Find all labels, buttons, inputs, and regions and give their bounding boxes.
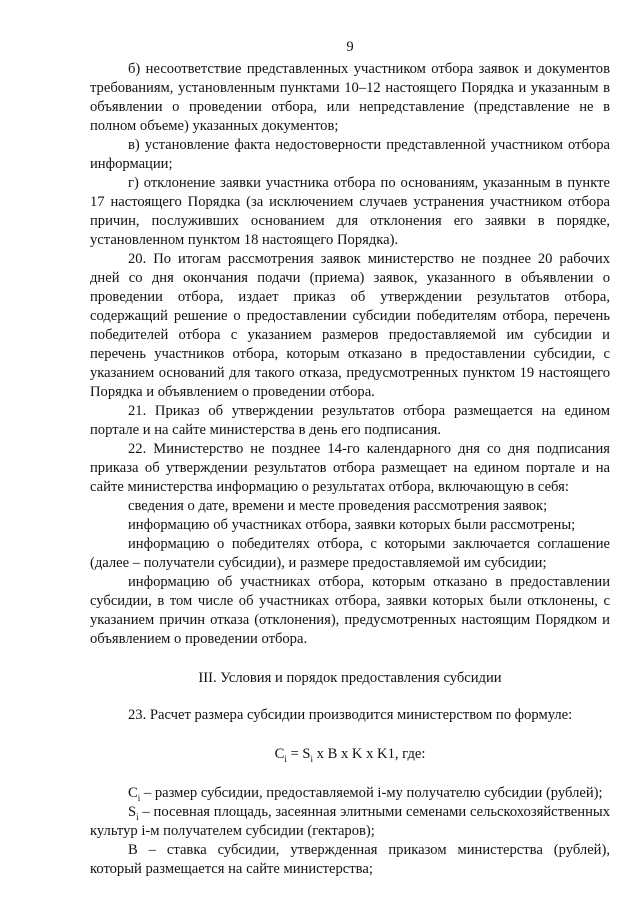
list-item-4: информацию об участниках отбора, которым отказано в предоставлении субсидии, в том числе об участниках отбора, заявки которых были отклонены, с указанием причин отказа (отклонения), предусмотренных настоящим Порядком и объявлением о проведении отбора.	[90, 574, 610, 647]
list-item-1: сведения о дате, времени и месте проведения рассмотрения заявок;	[128, 498, 548, 514]
list-item-3: информацию о победителях отбора, с которыми заключается соглашение (далее – получатели субсидии), и размере предоставляемой им субсидии;	[90, 536, 610, 571]
paragraph-g: г) отклонение заявки участника отбора по основаниям, указанным в пункте 17 настоящего Порядка (за исключением случаев устранения участником отбора причин, послуживших основанием для отклонения его заявки в порядке, установленном пунктом 18 настоящего Порядка).	[90, 175, 610, 248]
definition-si	[90, 803, 610, 841]
definition-ci-sub: i	[137, 792, 141, 803]
paragraph-22: 22. Министерство не позднее 14-го календарного дня со дня подписания приказа об утверждении результатов отбора размещает на едином портале и на сайте министерства информацию о результатах отбора, включающую в себя:	[90, 441, 610, 495]
formula-c-sub: i	[284, 753, 287, 764]
paragraph-b: б) несоответствие представленных участником отбора заявок и документов требованиям, установленным пунктами 10–12 настоящего Порядка и указанным в объявлении о проведении отбора, или непредставление (представление не в полном объеме) указанных документов;	[90, 61, 610, 134]
formula-eq: =	[286, 746, 303, 762]
paragraph-20: 20. По итогам рассмотрения заявок министерство не позднее 20 рабочих дней со дня окончания подачи (приема) заявок, указанного в объявлении о проведении отбора, издает приказ об утверждении результатов отбора, содержащий решение о предоставлении субсидии победителям отбора, перечень победителей отбора с указанием размеров предоставляемой им субсидии и перечень участников отбора, которым отказано в предоставлении субсидии, с указанием оснований для такого отказа, предусмотренных пунктом 19 настоящего Порядка и объявлением о проведении отбора.	[90, 251, 610, 400]
definition-si-sub: i	[136, 811, 139, 822]
page-number: 9	[346, 39, 354, 55]
definition-b: B – ставка субсидии, утвержденная приказом министерства (рублей), который размещается на сайте министерства;	[90, 842, 610, 877]
paragraph-v: в) установление факта недостоверности представленной участником отбора информации;	[90, 137, 610, 172]
paragraph-23: 23. Расчет размера субсидии производится министерством по формуле:	[128, 707, 573, 723]
formula-s: S	[302, 746, 311, 762]
definition-si-letter: S	[128, 804, 137, 820]
formula-c: C	[274, 746, 285, 762]
paragraph-21: 21. Приказ об утверждении результатов отбора размещается на едином портале и на сайте министерства в день его подписания.	[90, 403, 610, 438]
formula-tail: x B x K x K1, где:	[313, 746, 426, 762]
definition-ci-letter: C	[128, 785, 138, 801]
section-heading: III. Условия и порядок предоставления субсидии	[198, 670, 502, 686]
document-body	[90, 60, 610, 879]
definition-ci-text: – размер субсидии, предоставляемой i-му получателю субсидии (рублей);	[140, 785, 603, 801]
list-item-2: информацию об участниках отбора, заявки которых были рассмотрены;	[128, 517, 576, 533]
definition-si-text: – посевная площадь, засеянная элитными семенами сельскохозяйственных культур i-м получателем субсидии (гектаров);	[90, 804, 610, 839]
definition-ci	[90, 784, 610, 803]
formula-s-sub: i	[310, 753, 313, 764]
formula	[90, 745, 610, 764]
